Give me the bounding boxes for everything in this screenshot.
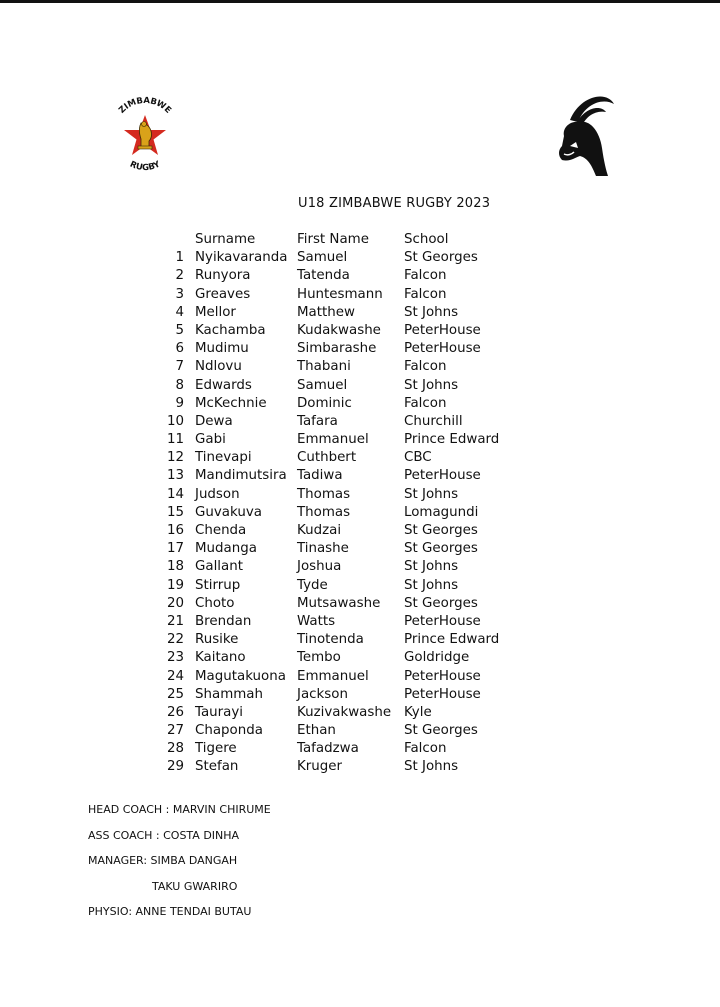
player-first-name: Tafara (297, 413, 338, 429)
player-school: CBC (404, 450, 432, 466)
squad-table (160, 231, 524, 777)
table-row (160, 613, 524, 631)
player-number: 22 (166, 632, 184, 648)
logo-top-text: ZIMBABWE (117, 95, 173, 116)
page-title: U18 ZIMBABWE RUGBY 2023 (298, 196, 491, 211)
player-surname: Choto (195, 595, 235, 611)
player-number: 10 (166, 413, 184, 429)
zimbabwe-rugby-logo (105, 93, 185, 183)
player-surname: Shammah (195, 686, 263, 702)
table-row (160, 249, 524, 267)
player-school: PeterHouse (404, 341, 481, 357)
player-school: PeterHouse (404, 613, 481, 629)
player-number: 13 (166, 468, 184, 484)
player-school: PeterHouse (404, 668, 481, 684)
staff-line: HEAD COACH : MARVIN CHIRUME (88, 803, 271, 816)
player-school: St Georges (404, 723, 478, 739)
player-first-name: Samuel (297, 377, 348, 393)
table-row (160, 377, 524, 395)
player-number: 6 (175, 341, 184, 357)
player-surname: Mudanga (195, 541, 257, 557)
player-surname: Gallant (195, 559, 243, 575)
header-first-name: First Name (297, 232, 369, 247)
player-number: 17 (166, 541, 184, 557)
player-number: 19 (166, 577, 184, 593)
player-surname: Dewa (195, 413, 233, 429)
player-school: St Georges (404, 595, 478, 611)
player-surname: Kachamba (195, 322, 266, 338)
player-school: St Johns (404, 759, 459, 775)
player-number: 20 (166, 595, 184, 611)
player-surname: Rusike (195, 632, 239, 648)
player-first-name: Tinotenda (297, 632, 364, 648)
player-first-name: Emmanuel (297, 668, 369, 684)
player-first-name: Kuzivakwashe (297, 704, 392, 720)
header-school: School (404, 232, 449, 247)
table-row (160, 395, 524, 413)
zimbabwe-rugby-logo-graphic (105, 93, 185, 183)
player-first-name: Watts (297, 613, 336, 629)
player-number: 18 (166, 559, 184, 575)
player-number: 29 (166, 759, 184, 775)
player-first-name: Kudakwashe (297, 322, 381, 338)
staff-list (88, 803, 271, 931)
table-row (160, 740, 524, 758)
sable-antelope-logo (540, 90, 632, 182)
player-school: PeterHouse (404, 686, 481, 702)
player-number: 23 (166, 650, 184, 666)
table-row (160, 758, 524, 776)
player-school: St Johns (404, 559, 459, 575)
player-number: 24 (166, 668, 184, 684)
player-first-name: Tadiwa (297, 468, 343, 484)
player-number: 1 (175, 250, 184, 266)
player-surname: Greaves (195, 286, 251, 302)
table-header-row (160, 231, 524, 249)
player-first-name: Thabani (297, 359, 351, 375)
logo-bottom-text: RUGBY (128, 159, 162, 174)
player-surname: Kaitano (195, 650, 246, 666)
player-number: 8 (175, 377, 184, 393)
table-row (160, 595, 524, 613)
table-row (160, 449, 524, 467)
player-number: 21 (166, 613, 184, 629)
player-surname: Guvakuva (195, 504, 262, 520)
player-surname: Mellor (195, 304, 236, 320)
player-school: Falcon (404, 268, 447, 284)
table-row (160, 668, 524, 686)
table-row (160, 467, 524, 485)
player-first-name: Joshua (297, 559, 342, 575)
player-first-name: Tyde (297, 577, 328, 593)
player-first-name: Kudzai (297, 523, 342, 538)
player-surname: Runyora (195, 268, 251, 284)
player-number: 9 (175, 395, 184, 411)
player-first-name: Thomas (297, 504, 351, 520)
player-first-name: Tembo (297, 650, 341, 666)
player-number: 3 (175, 286, 184, 302)
player-school: Falcon (404, 395, 447, 411)
player-number: 15 (166, 504, 184, 520)
table-row (160, 486, 524, 504)
svg-text:RUGBY (128, 159, 163, 173)
player-number: 27 (166, 723, 184, 739)
player-first-name: Tinashe (297, 541, 349, 557)
table-body (160, 249, 524, 776)
player-surname: Chenda (195, 523, 247, 538)
player-first-name: Dominic (297, 395, 352, 411)
player-first-name: Matthew (297, 304, 355, 320)
player-school: St Georges (404, 523, 478, 538)
player-first-name: Emmanuel (297, 432, 369, 448)
table-row (160, 286, 524, 304)
table-row (160, 413, 524, 431)
player-school: St Johns (404, 486, 459, 502)
player-first-name: Kruger (297, 759, 343, 775)
svg-text:ZIMBABWE (117, 96, 173, 116)
table-row (160, 522, 524, 540)
player-number: 4 (175, 304, 184, 320)
player-first-name: Thomas (297, 486, 351, 502)
player-surname: Nyikavaranda (195, 250, 288, 266)
table-row (160, 686, 524, 704)
player-number: 26 (166, 704, 184, 720)
player-number: 25 (166, 686, 184, 702)
table-row (160, 631, 524, 649)
player-number: 28 (166, 741, 184, 757)
player-surname: Taurayi (195, 704, 244, 720)
player-surname: Mandimutsira (195, 468, 287, 484)
table-row (160, 358, 524, 376)
player-school: St Georges (404, 250, 478, 266)
player-school: St Johns (404, 304, 459, 320)
player-school: Prince Edward (404, 432, 500, 448)
player-school: Prince Edward (404, 632, 500, 648)
player-school: Lomagundi (404, 504, 479, 520)
player-surname: Mudimu (195, 341, 249, 357)
player-school: Falcon (404, 741, 447, 757)
player-surname: Tinevapi (195, 450, 252, 466)
player-first-name: Tafadzwa (297, 741, 359, 757)
table-row (160, 431, 524, 449)
player-number: 14 (166, 486, 184, 502)
player-surname: Gabi (195, 432, 226, 448)
staff-line: PHYSIO: ANNE TENDAI BUTAU (88, 905, 252, 918)
player-surname: Magutakuona (195, 668, 286, 684)
table-row (160, 540, 524, 558)
player-school: Churchill (404, 413, 463, 429)
header-number (160, 231, 184, 249)
player-number: 16 (166, 523, 184, 538)
table-row (160, 340, 524, 358)
player-surname: Judson (195, 486, 240, 502)
table-row (160, 267, 524, 285)
player-school: Falcon (404, 359, 447, 375)
player-school: Falcon (404, 286, 447, 302)
player-first-name: Simbarashe (297, 341, 377, 357)
table-row (160, 504, 524, 522)
table-row (160, 558, 524, 576)
player-school: PeterHouse (404, 468, 481, 484)
player-school: Kyle (404, 704, 432, 720)
top-border-line (0, 0, 720, 3)
player-school: Goldridge (404, 650, 470, 666)
player-surname: Edwards (195, 377, 252, 393)
table-row (160, 649, 524, 667)
player-school: St Johns (404, 577, 459, 593)
player-surname: Ndlovu (195, 359, 242, 375)
player-number: 7 (175, 359, 184, 375)
player-number: 2 (175, 268, 184, 284)
player-surname: Stefan (195, 759, 239, 775)
staff-line: ASS COACH : COSTA DINHA (88, 828, 240, 842)
player-first-name: Huntesmann (297, 286, 383, 302)
player-first-name: Mutsawashe (297, 595, 381, 611)
table-row (160, 704, 524, 722)
player-first-name: Cuthbert (297, 450, 357, 466)
table-row (160, 577, 524, 595)
table-row (160, 322, 524, 340)
player-first-name: Ethan (297, 723, 336, 739)
player-surname: Chaponda (195, 723, 263, 739)
staff-line: TAKU GWARIRO (152, 879, 238, 893)
player-surname: Brendan (195, 613, 252, 629)
player-surname: McKechnie (195, 395, 267, 411)
player-school: St Georges (404, 541, 478, 557)
sable-antelope-icon (540, 90, 632, 182)
table-row (160, 722, 524, 740)
player-school: PeterHouse (404, 322, 481, 338)
staff-line: MANAGER: SIMBA DANGAH (88, 854, 238, 867)
header-surname: Surname (195, 232, 256, 247)
player-first-name: Tatenda (297, 268, 350, 284)
player-first-name: Jackson (297, 686, 348, 702)
player-first-name: Samuel (297, 250, 348, 266)
player-school: St Johns (404, 377, 459, 393)
player-number: 12 (166, 450, 184, 466)
player-number: 11 (166, 432, 184, 448)
player-surname: Tigere (195, 741, 237, 757)
player-surname: Stirrup (195, 577, 241, 593)
table-row (160, 304, 524, 322)
player-number: 5 (175, 322, 184, 338)
